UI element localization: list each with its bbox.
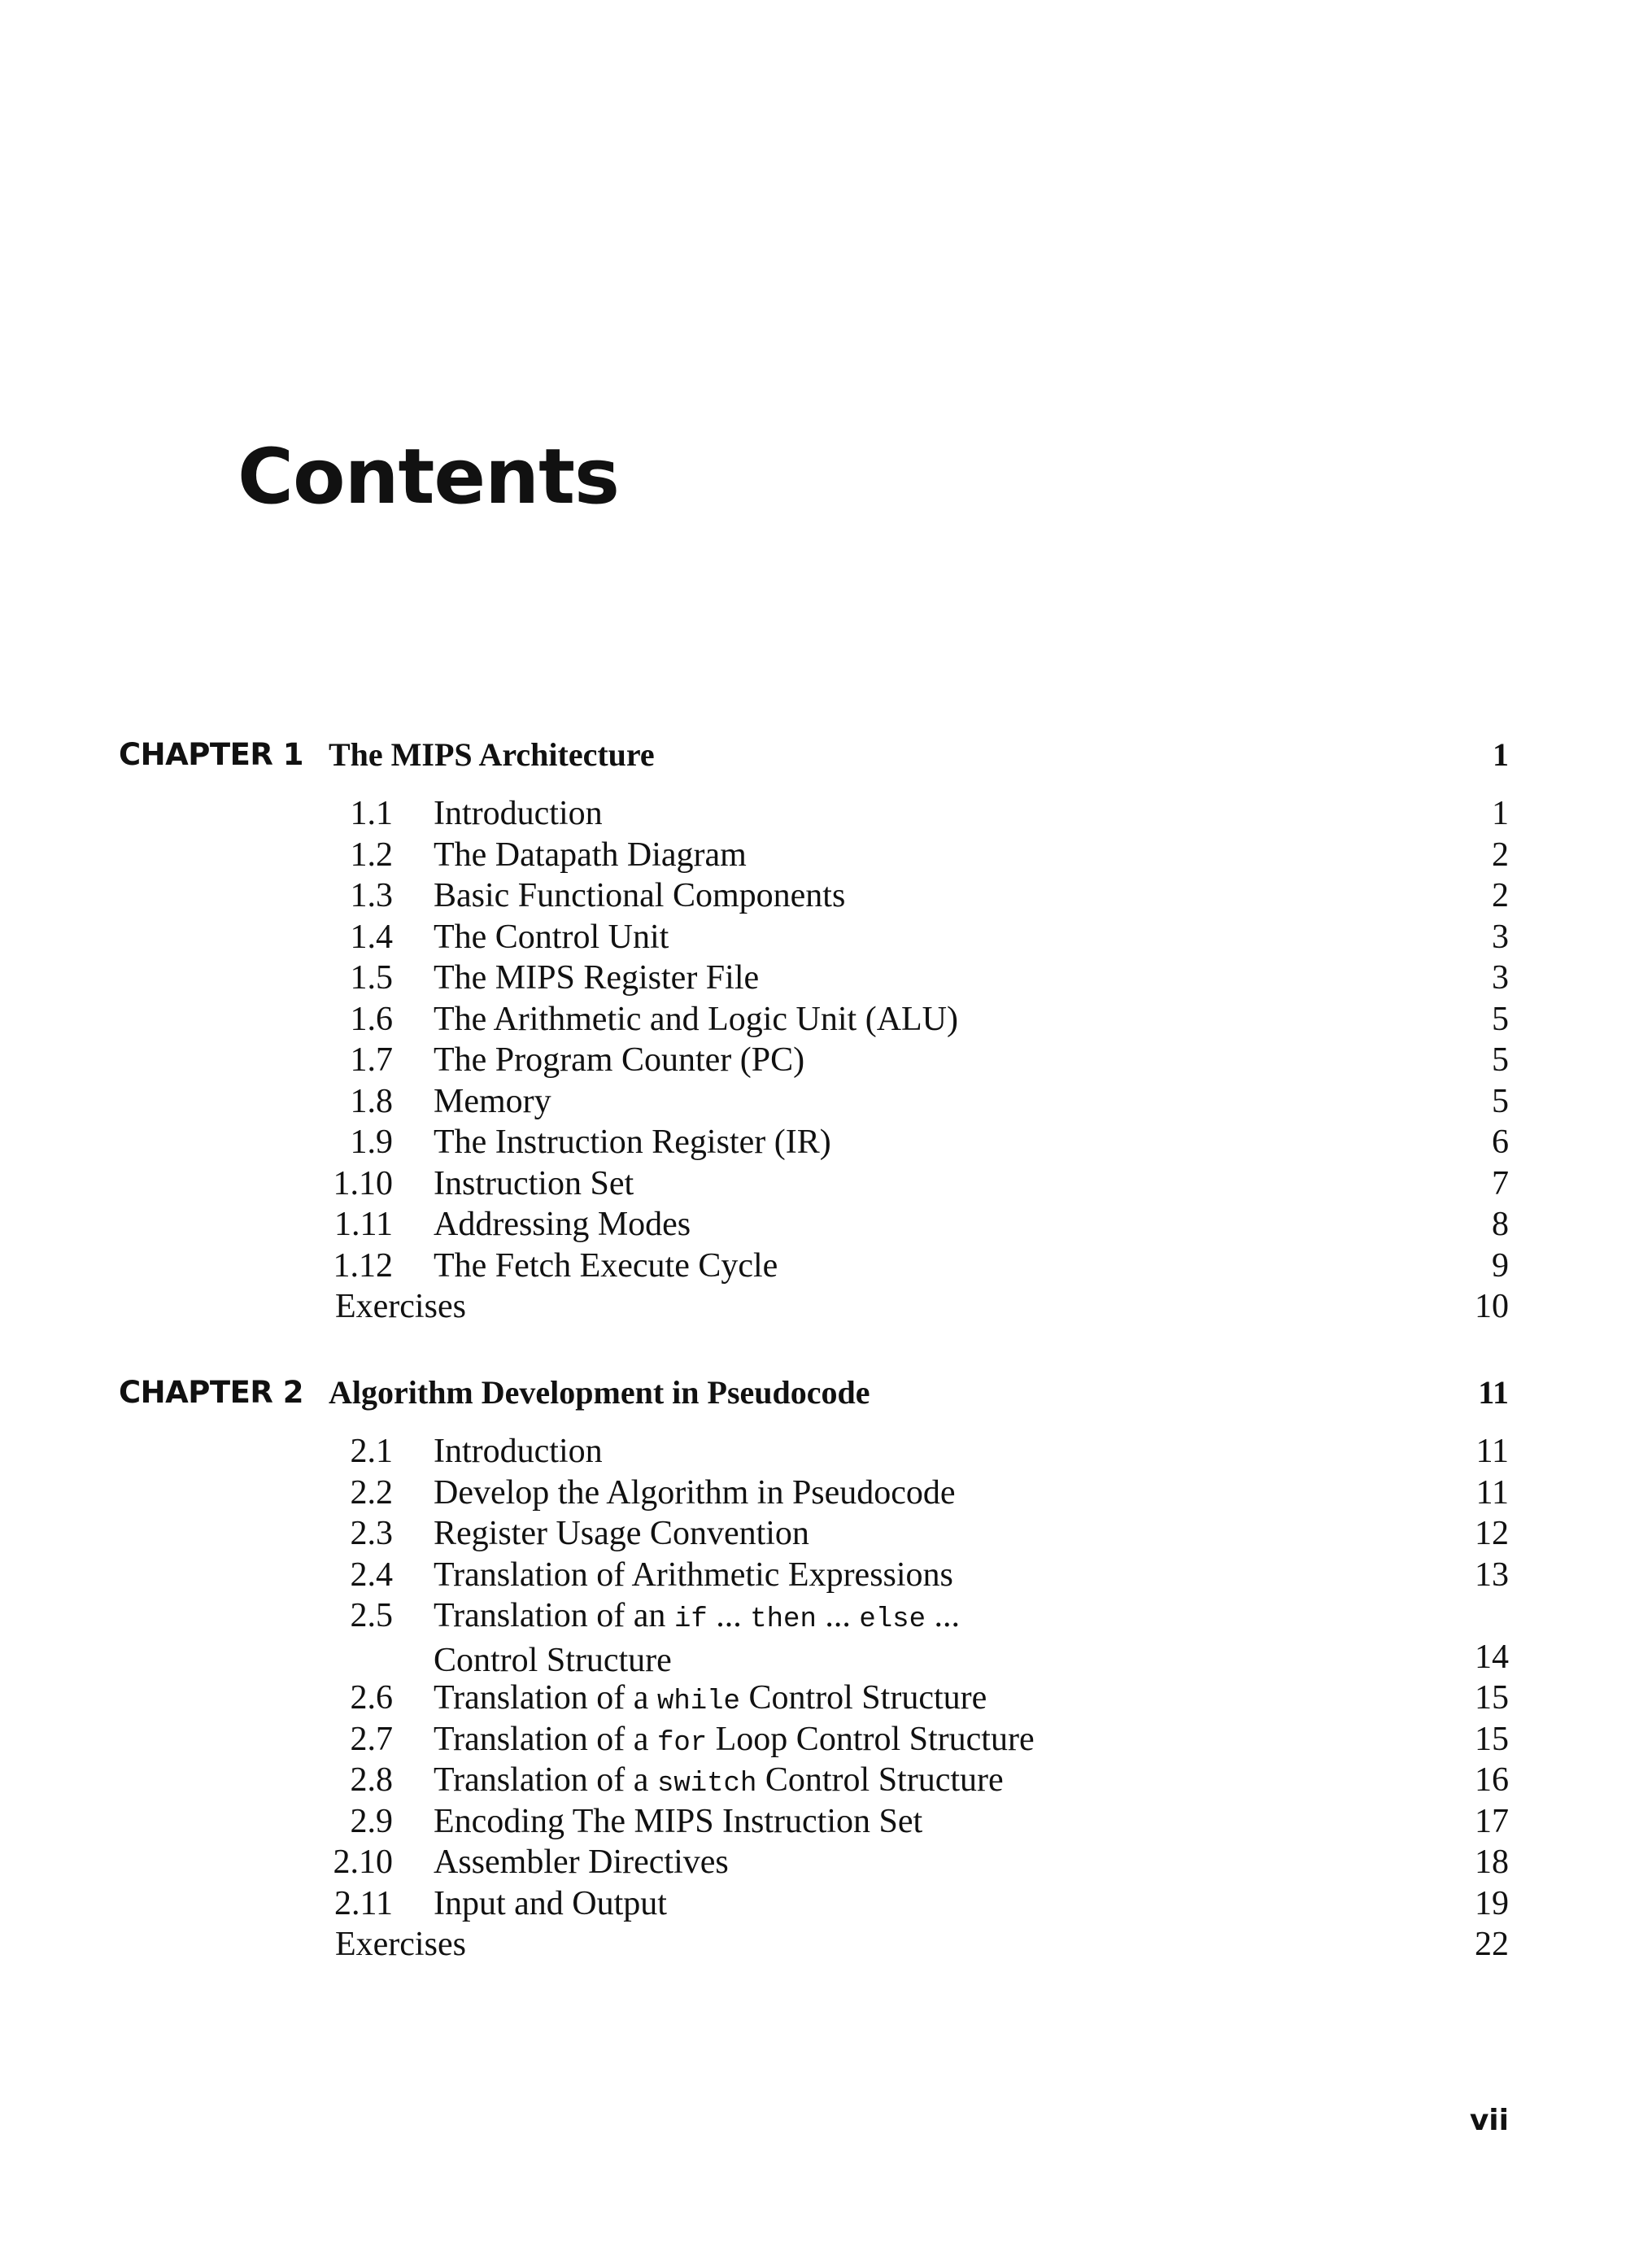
section-title: The Control Unit [434,918,669,956]
section-number: 2.7 [350,1720,393,1758]
section-title: Encoding The MIPS Instruction Set [434,1802,923,1840]
toc-entry[interactable] [0,1122,1652,1163]
toc-entry-exercises[interactable] [0,1924,1652,1966]
section-number: 1.6 [350,1000,393,1038]
section-page-number: 5 [1492,1000,1509,1038]
section-page-number: 22 [1475,1926,1509,1963]
section-title [434,1760,1410,1804]
toc-entry[interactable] [0,917,1652,958]
section-list [0,1431,1652,1966]
toc-entry[interactable] [0,1760,1652,1801]
section-title: Basic Functional Components [434,877,846,914]
section-title: Assembler Directives [434,1843,729,1881]
toc-entry[interactable] [0,1163,1652,1205]
section-number: 2.2 [350,1473,393,1512]
section-number: 2.8 [350,1761,393,1799]
section-number: 1.8 [350,1082,393,1120]
toc-entry[interactable] [0,1513,1652,1555]
toc-entry[interactable] [0,1081,1652,1123]
section-page-number: 11 [1475,1433,1509,1470]
chapter-title: The MIPS Architecture [329,736,655,773]
chapter-page-number: 11 [1478,1374,1509,1411]
section-page-number: 11 [1475,1473,1509,1512]
toc-entry[interactable] [0,1040,1652,1081]
section-number: 1.1 [350,795,393,832]
title-text: Control Structure [739,1679,987,1717]
section-page-number: 14 [1475,1638,1509,1676]
section-title: Translation of Arithmetic Expressions [434,1555,953,1594]
section-title: Addressing Modes [434,1206,691,1243]
section-title [434,1595,1410,1681]
section-page-number: 19 [1475,1884,1509,1922]
section-title: Introduction [434,795,603,832]
section-number: 2.5 [350,1597,393,1634]
section-title: The Arithmetic and Logic Unit (ALU) [434,1000,958,1038]
title-text-line2: Control Structure [434,1642,672,1679]
toc-entry[interactable] [0,1883,1652,1925]
toc-entry[interactable] [0,1204,1652,1246]
toc-entry[interactable] [0,1595,1652,1678]
code-keyword-then: then [750,1604,817,1635]
toc-entry[interactable] [0,999,1652,1041]
section-page-number: 6 [1492,1124,1509,1161]
section-title: The MIPS Register File [434,959,760,997]
title-text: Translation of a [434,1679,657,1717]
toc-entry[interactable] [0,1719,1652,1761]
section-number: 2.11 [334,1884,393,1922]
section-number: 2.1 [350,1433,393,1470]
section-title: Introduction [434,1433,603,1470]
section-title [434,1719,1410,1764]
section-number: 1.2 [350,836,393,874]
section-title: Develop the Algorithm in Pseudocode [434,1473,956,1512]
chapter-title: Algorithm Development in Pseudocode [329,1374,870,1411]
section-title: The Program Counter (PC) [434,1041,805,1079]
toc-entry[interactable] [0,835,1652,876]
toc-entry[interactable] [0,875,1652,917]
toc-entry[interactable] [0,1473,1652,1514]
section-number: 2.3 [350,1515,393,1552]
code-keyword-else: else [859,1604,926,1635]
section-page-number: 15 [1475,1720,1509,1758]
section-page-number: 8 [1492,1206,1509,1243]
chapter-heading[interactable] [0,1368,1652,1417]
toc-entry[interactable] [0,1678,1652,1719]
title-text: Translation of a [434,1761,657,1799]
section-title: The Datapath Diagram [434,836,747,874]
section-page-number: 2 [1492,836,1509,874]
title-text: Translation of an [434,1597,674,1634]
section-number: 2.9 [350,1802,393,1840]
code-keyword: for [656,1727,708,1759]
section-number: 1.4 [350,918,393,956]
section-list [0,793,1652,1328]
section-page-number: 10 [1475,1288,1509,1325]
toc-entry-exercises[interactable] [0,1286,1652,1328]
chapter-heading[interactable] [0,731,1652,779]
section-title: Memory [434,1082,551,1120]
section-page-number: 18 [1475,1843,1509,1881]
section-title: The Fetch Execute Cycle [434,1246,778,1285]
section-page-number: 16 [1475,1761,1509,1799]
toc-entry[interactable] [0,1842,1652,1883]
section-page-number: 12 [1475,1515,1509,1552]
section-title: Instruction Set [434,1164,634,1202]
toc-entry[interactable] [0,958,1652,999]
toc-entry[interactable] [0,1246,1652,1287]
title-text: Loop Control Structure [707,1720,1035,1758]
ellipsis: ... [716,1597,742,1634]
section-number: 1.11 [334,1206,393,1243]
chapter-page-number: 1 [1493,736,1509,773]
section-page-number: 17 [1475,1802,1509,1840]
toc-entry[interactable] [0,1801,1652,1843]
section-number: 1.10 [333,1164,393,1202]
title-text: Translation of a [434,1720,657,1758]
section-number: 2.4 [350,1555,393,1594]
code-keyword: switch [656,1769,757,1800]
section-page-number: 9 [1492,1246,1509,1285]
section-number: 1.3 [350,877,393,914]
toc-entry[interactable] [0,1555,1652,1596]
section-number: 2.6 [350,1679,393,1717]
section-page-number: 2 [1492,877,1509,914]
section-number: 1.7 [350,1041,393,1079]
section-page-number: 3 [1492,959,1509,997]
section-title: Register Usage Convention [434,1515,809,1552]
section-number: 2.10 [333,1843,393,1881]
chapter-label: CHAPTER 2 [119,1375,304,1410]
section-page-number: 13 [1475,1555,1509,1594]
section-page-number: 5 [1492,1082,1509,1120]
toc-entry[interactable] [0,793,1652,835]
title-text: Control Structure [756,1761,1004,1799]
section-number: 1.12 [333,1246,393,1285]
section-title: Exercises [335,1926,466,1963]
chapter-label: CHAPTER 1 [119,737,304,772]
section-title: The Instruction Register (IR) [434,1124,831,1161]
section-page-number: 7 [1492,1164,1509,1202]
code-keyword-if: if [673,1604,708,1635]
page-title: Contents [238,433,619,521]
section-title: Exercises [335,1288,466,1325]
page-folio: vii [1469,2104,1509,2137]
section-page-number: 5 [1492,1041,1509,1079]
section-number: 1.5 [350,959,393,997]
section-page-number: 1 [1492,795,1509,832]
ellipsis: ... [825,1597,851,1634]
section-page-number: 15 [1475,1679,1509,1717]
toc-entry[interactable] [0,1431,1652,1473]
section-page-number: 3 [1492,918,1509,956]
section-title [434,1678,1410,1722]
ellipsis: ... [934,1597,960,1634]
code-keyword: while [656,1686,740,1717]
section-number: 1.9 [350,1124,393,1161]
section-title: Input and Output [434,1884,667,1922]
